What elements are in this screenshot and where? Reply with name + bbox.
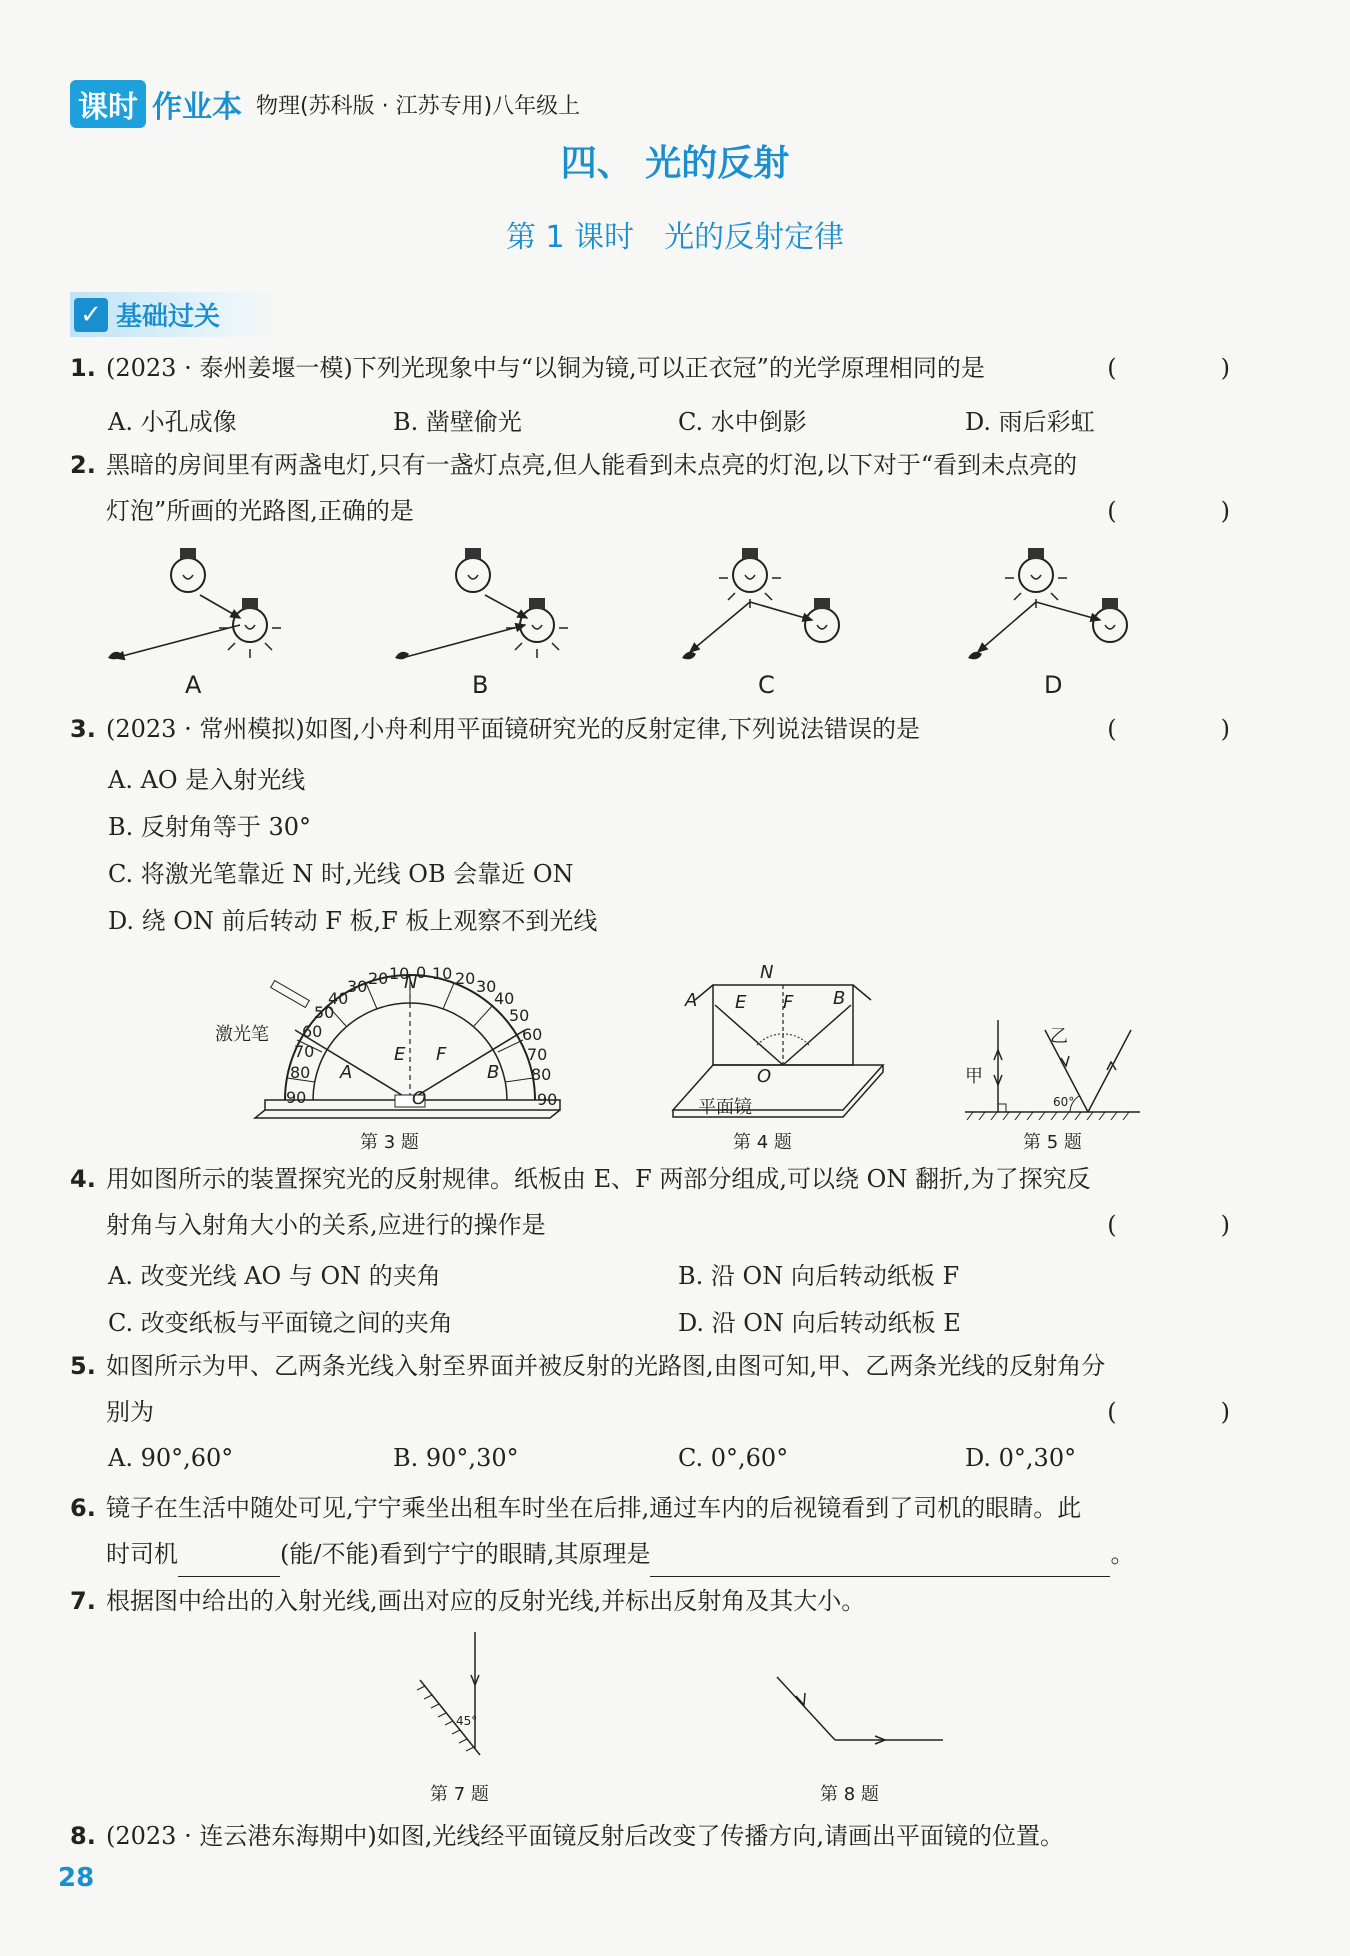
subject-label: 物理(苏科版 · 江苏专用)八年级上 xyxy=(256,93,581,119)
tick-label: 20 xyxy=(368,969,389,988)
question-text-line2b: (能/不能)看到宁宁的眼睛,其原理是 xyxy=(280,1540,651,1568)
diagram-label-a: A xyxy=(185,671,202,699)
question-text-line1: 镜子在生活中随处可见,宁宁乘坐出租车时坐在后排,通过车内的后视镜看到了司机的眼睛。此 xyxy=(106,1494,1082,1522)
option-d[interactable]: D. 绕 ON 前后转动 F 板,F 板上观察不到光线 xyxy=(108,907,598,935)
figure-4-caption: 第 4 题 xyxy=(733,1132,792,1153)
page-number: 28 xyxy=(58,1863,95,1893)
question-number: 8. xyxy=(70,1822,96,1850)
point-a-label: A xyxy=(685,990,698,1011)
question-text: (2023 · 常州模拟)如图,小舟利用平面镜研究光的反射定律,下列说法错误的是 xyxy=(106,715,920,743)
section-header xyxy=(70,292,280,337)
question-4 xyxy=(70,1156,1270,1248)
question-text-line2: 别为 xyxy=(106,1398,154,1426)
answer-bracket[interactable]: ( ) xyxy=(1107,715,1270,743)
laser-label: 激光笔 xyxy=(215,1024,269,1045)
answer-bracket[interactable]: ( ) xyxy=(1107,354,1270,382)
tick-label: 80 xyxy=(531,1065,552,1084)
question-text-line2: 灯泡”所画的光路图,正确的是 xyxy=(106,497,414,525)
chapter-title: 四、 光的反射 xyxy=(560,143,790,184)
diagram-label-d: D xyxy=(1044,671,1063,699)
figure-3-caption: 第 3 题 xyxy=(360,1132,419,1153)
answer-blank-2[interactable] xyxy=(650,1548,1110,1577)
question-text-line2: 射角与入射角大小的关系,应进行的操作是 xyxy=(106,1211,546,1239)
question-text-line1: 如图所示为甲、乙两条光线入射至界面并被反射的光路图,由图可知,甲、乙两条光线的反射角分 xyxy=(106,1352,1106,1380)
question-2 xyxy=(70,442,1270,534)
tick-label: 30 xyxy=(347,977,368,996)
question-text-line2a: 时司机 xyxy=(106,1540,178,1568)
question-number: 7. xyxy=(70,1587,96,1615)
answer-bracket[interactable]: ( ) xyxy=(1107,1398,1270,1426)
tick-label: 0 xyxy=(416,963,427,982)
option-b[interactable]: B. 沿 ON 向后转动纸板 F xyxy=(678,1262,960,1290)
question-text-line2c: 。 xyxy=(1110,1540,1135,1568)
tick-label: 10 xyxy=(389,964,410,983)
question-number: 3. xyxy=(70,715,96,743)
option-c[interactable]: C. 改变纸板与平面镜之间的夹角 xyxy=(108,1309,453,1337)
option-b[interactable]: B. 反射角等于 30° xyxy=(108,813,312,841)
point-b-label: B xyxy=(833,988,846,1009)
board-e-label: E xyxy=(394,1044,406,1065)
answer-bracket[interactable]: ( ) xyxy=(1107,1211,1270,1239)
option-a[interactable]: A. AO 是入射光线 xyxy=(108,766,306,794)
point-b-label: B xyxy=(487,1062,500,1083)
figure-7-caption: 第 7 题 xyxy=(430,1784,489,1805)
angle-label: 45° xyxy=(456,1714,478,1728)
question-number: 4. xyxy=(70,1165,96,1193)
brand xyxy=(70,80,242,128)
tick-label: 80 xyxy=(290,1063,311,1082)
diagram-a xyxy=(108,548,281,659)
section-label: 基础过关 xyxy=(116,302,221,332)
figure-8-rays xyxy=(775,1675,955,1755)
option-c[interactable]: C. 水中倒影 xyxy=(678,408,807,436)
tick-label: 60 xyxy=(302,1022,323,1041)
tick-label: 40 xyxy=(494,989,515,1008)
question-number: 5. xyxy=(70,1352,96,1380)
brand-name: 作业本 xyxy=(152,90,242,125)
option-d[interactable]: D. 雨后彩虹 xyxy=(965,408,1095,436)
tick-label: 70 xyxy=(527,1045,548,1064)
point-o-label: O xyxy=(412,1088,427,1109)
ray-jia-label: 甲 xyxy=(965,1066,983,1087)
q2-diagrams xyxy=(0,540,1350,690)
question-text: (2023 · 连云港东海期中)如图,光线经平面镜反射后改变了传播方向,请画出平面镜的位置。 xyxy=(106,1822,1064,1850)
normal-n-label: N xyxy=(404,972,418,993)
checkbox-icon: ✓ xyxy=(74,298,108,332)
option-d[interactable]: D. 0°,30° xyxy=(965,1444,1077,1472)
board-f-label: F xyxy=(783,992,794,1013)
option-c[interactable]: C. 0°,60° xyxy=(678,1444,789,1472)
tick-label: 50 xyxy=(509,1006,530,1025)
ray-yi-label: 乙 xyxy=(1050,1026,1068,1047)
option-a[interactable]: A. 90°,60° xyxy=(108,1444,234,1472)
diagram-d xyxy=(968,548,1127,659)
point-o-label: O xyxy=(757,1066,772,1087)
mirror-label: 平面镜 xyxy=(698,1097,752,1118)
board-f-label: F xyxy=(436,1044,447,1065)
question-text: (2023 · 泰州姜堰一模)下列光现象中与“以铜为镜,可以正衣冠”的光学原理相同的是 xyxy=(106,354,985,382)
option-b[interactable]: B. 90°,30° xyxy=(393,1444,519,1472)
tick-label: 40 xyxy=(328,989,349,1008)
figure-5-caption: 第 5 题 xyxy=(1023,1132,1082,1153)
question-8 xyxy=(70,1813,1270,1859)
question-number: 1. xyxy=(70,354,96,382)
figure-8-caption: 第 8 题 xyxy=(820,1784,879,1805)
answer-blank-1[interactable] xyxy=(178,1548,280,1577)
board-e-label: E xyxy=(735,992,747,1013)
tick-label: 70 xyxy=(294,1042,315,1061)
normal-n-label: N xyxy=(760,962,774,983)
lesson-title: 第 1 课时 光的反射定律 xyxy=(505,220,845,255)
question-text-line1: 用如图所示的装置探究光的反射规律。纸板由 E、F 两部分组成,可以绕 ON 翻折,为了探究反 xyxy=(106,1165,1091,1193)
option-d[interactable]: D. 沿 ON 向后转动纸板 E xyxy=(678,1309,961,1337)
question-3 xyxy=(70,706,1270,752)
diagram-label-c: C xyxy=(758,671,775,699)
question-number: 6. xyxy=(70,1494,96,1522)
header xyxy=(70,80,580,128)
figure-7-mirror xyxy=(415,1630,495,1760)
question-6 xyxy=(70,1485,1270,1577)
question-1 xyxy=(70,345,1270,391)
question-7 xyxy=(70,1578,1270,1624)
question-text: 根据图中给出的入射光线,画出对应的反射光线,并标出反射角及其大小。 xyxy=(106,1587,866,1615)
diagram-c xyxy=(682,548,839,659)
tick-label: 50 xyxy=(314,1003,335,1022)
tick-label: 90 xyxy=(537,1090,558,1109)
tick-label: 60 xyxy=(522,1025,543,1044)
brand-logo: 课时 xyxy=(70,80,146,128)
diagram-label-b: B xyxy=(472,671,489,699)
tick-label: 30 xyxy=(476,977,497,996)
question-5 xyxy=(70,1343,1270,1435)
option-a[interactable]: A. 小孔成像 xyxy=(108,408,237,436)
option-b[interactable]: B. 凿壁偷光 xyxy=(393,408,522,436)
tick-label: 20 xyxy=(455,969,476,988)
answer-bracket[interactable]: ( ) xyxy=(1107,497,1270,525)
point-a-label: A xyxy=(340,1062,353,1083)
tick-label: 90 xyxy=(286,1088,307,1107)
angle-label: 60° xyxy=(1053,1095,1075,1109)
diagram-b xyxy=(395,548,568,659)
option-c[interactable]: C. 将激光笔靠近 N 时,光线 OB 会靠近 ON xyxy=(108,860,574,888)
question-number: 2. xyxy=(70,451,96,479)
question-text-line1: 黑暗的房间里有两盏电灯,只有一盏灯点亮,但人能看到未点亮的灯泡,以下对于“看到未点亮的 xyxy=(106,451,1078,479)
option-a[interactable]: A. 改变光线 AO 与 ON 的夹角 xyxy=(108,1262,441,1290)
tick-label: 10 xyxy=(432,964,453,983)
